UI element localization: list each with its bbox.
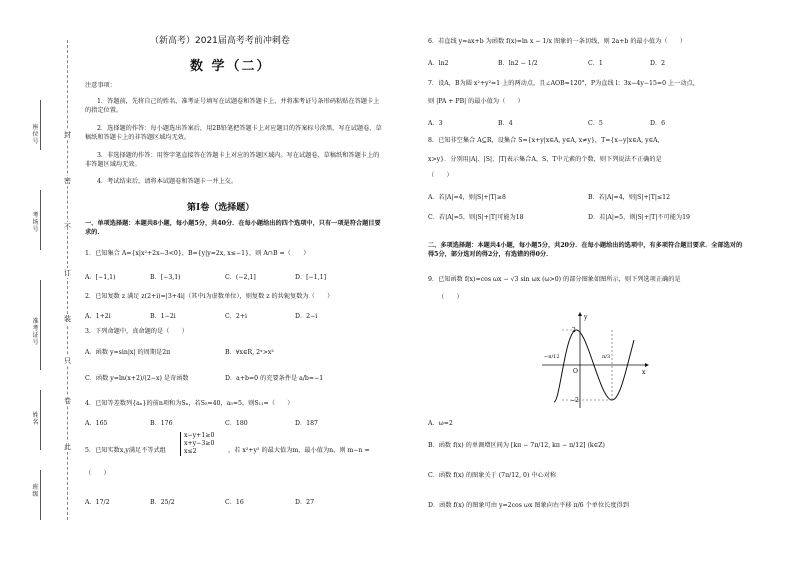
name-line <box>40 390 41 450</box>
question-stem: 8．已知非空集合 A⊆R，设集合 S={x+y|x∈A, y∈A, x≠y}，T={x−y|x∈A, y∈A, <box>428 137 660 144</box>
answer-paren: （ ） <box>428 172 453 179</box>
part1-title: 第Ⅰ卷（选择题） <box>187 203 255 213</box>
option-b: B．[−3,1) <box>150 274 181 281</box>
function-graph <box>540 310 650 410</box>
section1-intro: 一、单项选择题：本题共8小题，每小题5分，共40分．在每小题给出的四个选项中，只有一项是符合题目要求的． <box>85 220 381 236</box>
option-c: C．函数 f(x) 的图象关于 (7π/12, 0) 中心对称 <box>428 472 557 479</box>
y-axis-label: y <box>584 314 588 321</box>
inequality: x≤2 <box>184 448 197 455</box>
option-a: A．165 <box>85 420 108 427</box>
cosine-curve <box>554 330 634 402</box>
seal-char: 密 <box>64 177 71 185</box>
question-stem: 6．若直线 y=ax+b 为函数 f(x)=ln x − 1/x 图象的一条切线，则 2a+b 的最小值为（ ） <box>428 38 687 45</box>
inequality: x+y−3≥0 <box>184 440 215 447</box>
option-d: D．2 <box>650 60 666 67</box>
seal-char: 只 <box>64 357 71 365</box>
option-b: B．函数 f(x) 的单调增区间为 [kπ − 7π/12, kπ − π/12] (k∈Z) <box>428 442 605 449</box>
answer-paren: （ ） <box>438 294 463 301</box>
question-stem: 1．已知集合 A={x|x²+2x−3<0}，B={y|y=2x, x≤−1}，则 A∩B =（ ） <box>85 250 310 257</box>
inequality: x−y+1≥0 <box>184 432 215 439</box>
x-axis-arrow <box>645 363 649 367</box>
ticket-number-label: 准考证号 <box>32 318 39 346</box>
option-b: B．∀x∈R, 2ˣ>x² <box>225 349 274 356</box>
question-stem: 5．已知实数x,y满足不等式组 <box>85 447 166 454</box>
y-top-label: 2 <box>572 327 576 334</box>
option-d: D．187 <box>295 420 318 427</box>
origin-label: O <box>573 368 578 375</box>
exam-room-line <box>40 190 41 250</box>
option-c: C．2+i <box>225 313 248 320</box>
option-c: C．1 <box>588 60 603 67</box>
class-line <box>40 470 41 520</box>
question-stem: 4．已知等差数列{aₙ}的前n项和为Sₙ，若S₅=40，a₅=5，则S₁₁=（ ） <box>85 400 294 407</box>
notice-item: 1．答题前，先将自己的姓名、准考证号填写在试题卷和答题卡上，并将准考证号条形码粘贴在答题卡上的指定位置。 <box>85 98 380 114</box>
question-stem-cont: 则 |PA + PB| 的最小值为（ ） <box>428 98 524 105</box>
y-bottom-label: −2 <box>570 397 579 404</box>
option-d: D．[−1,1] <box>295 274 327 281</box>
section2-intro: 二、多项选择题：本题共4小题，每小题5分，共20分．在每小题给出的选项中，有多项符合题目要求．全部选对的得5分，部分选对的得2分，有选错的得0分． <box>428 242 743 258</box>
option-d: D．27 <box>295 499 315 506</box>
option-a: A．3 <box>428 120 443 127</box>
exam-subject-title: 数 学（二） <box>190 59 272 74</box>
seal-char: 装 <box>64 315 71 323</box>
option-b: B．若|A|=4，则|S|+|T|≤12 <box>588 194 671 201</box>
option-c: C．5 <box>588 120 603 127</box>
question-stem: 9．已知函数 f(x)=cos ωx − √3 sin ωx (ω>0) 的部分图象如图所示，则下列选项正确的是 <box>428 276 681 283</box>
notice-item: 2．选择题的作答：每小题选出答案后，用2B铅笔把答题卡上对应题目的答案标号涂黑，写在试题卷、草稿纸和答题卡上的非答题区域均无效。 <box>85 125 382 141</box>
name-label: 姓名 <box>32 412 39 426</box>
option-d: D．函数 f(x) 的图象可由 y=2cos ωx 图象向右平移 π/6 个单位长度得到 <box>428 502 629 509</box>
option-d: D．2−i <box>295 313 318 320</box>
notice-item: 3．非选择题的作答：用签字笔直接答在答题卡上对应的答题区域内。写在试题卷、草稿纸和答题卡上的非答题区域均无效。 <box>85 152 380 168</box>
option-a: A．ln2 <box>428 60 449 67</box>
option-a: A．[−1,1) <box>85 274 116 281</box>
seal-char: 此 <box>64 443 71 451</box>
option-c: C．16 <box>225 499 244 506</box>
option-a: A．1+2i <box>85 313 111 320</box>
option-c: C．函数 y=ln(x+2)/(2−x) 是奇函数 <box>85 375 189 382</box>
exam-room-label: 考场号 <box>32 212 39 233</box>
option-a: A．若|A|=4，则|S|+|T|≥8 <box>428 194 506 201</box>
x-right-label: π/3 <box>602 354 611 360</box>
inequality-system <box>180 432 214 456</box>
option-b: B．25/2 <box>150 499 175 506</box>
option-b: B．ln2 − 1/2 <box>498 60 538 67</box>
ticket-number-line <box>40 280 41 370</box>
question-stem-cont: x>y}．分别用|A|、|S|、|T|表示集合A、S、T中元素的个数，则下列说法不正确的是 <box>428 156 662 163</box>
option-c: C．(−2,1] <box>225 274 256 281</box>
option-d: D．a+b=0 的充要条件是 a/b=−1 <box>225 375 324 382</box>
y-axis-arrow <box>578 312 582 316</box>
question-stem: 2．已知复数 z 满足 z(2+i)=|3+4i|（其中i为虚数单位），则复数 z 的共轭复数为（ ） <box>85 293 334 300</box>
option-b: B．176 <box>150 420 173 427</box>
exam-header: （新高考）2021届高考考前冲刺卷 <box>150 36 290 46</box>
seal-char: 卷 <box>64 397 71 405</box>
option-d: D．若|A|=5，则|S|+|T|不可能为19 <box>588 214 690 221</box>
x-axis-label: x <box>642 369 646 376</box>
notice-item: 4．考试结束后，请将本试题卷和答题卡一并上交。 <box>97 178 238 185</box>
option-c: C．若|A|=5，则|S|+|T|可能为18 <box>428 214 524 221</box>
seal-char: 封 <box>64 131 71 139</box>
seal-char: 不 <box>64 223 71 231</box>
option-a: A．函数 y=sin|x| 的周期是2π <box>85 349 171 356</box>
notice-title: 注意事项： <box>85 82 116 89</box>
option-c: C．180 <box>225 420 248 427</box>
seal-char: 订 <box>64 269 71 277</box>
option-b: B．1−2i <box>150 313 176 320</box>
seat-number-line <box>40 100 41 150</box>
x-left-label: −π/12 <box>544 354 560 360</box>
option-a: A．17/2 <box>85 499 110 506</box>
option-a: A．ω=2 <box>428 420 453 427</box>
option-d: D．6 <box>650 120 666 127</box>
seat-number-label: 座位号 <box>32 124 39 145</box>
question-stem-cont: ，若 x²+y² 的最大值为m，最小值为n，则 m−n = <box>228 447 370 454</box>
binding-margin <box>0 0 85 562</box>
question-stem: 7．设A，B为圆 x²+y²=1 上的两动点，且∠AOB=120°，P为直线 l：3x−4y−15=0 上一动点， <box>428 80 699 87</box>
class-label: 班级 <box>32 484 39 498</box>
question-stem: 3．下列命题中，真命题的是（ ） <box>85 328 188 335</box>
option-b: B．4 <box>498 120 513 127</box>
answer-paren: （ ） <box>85 470 110 477</box>
